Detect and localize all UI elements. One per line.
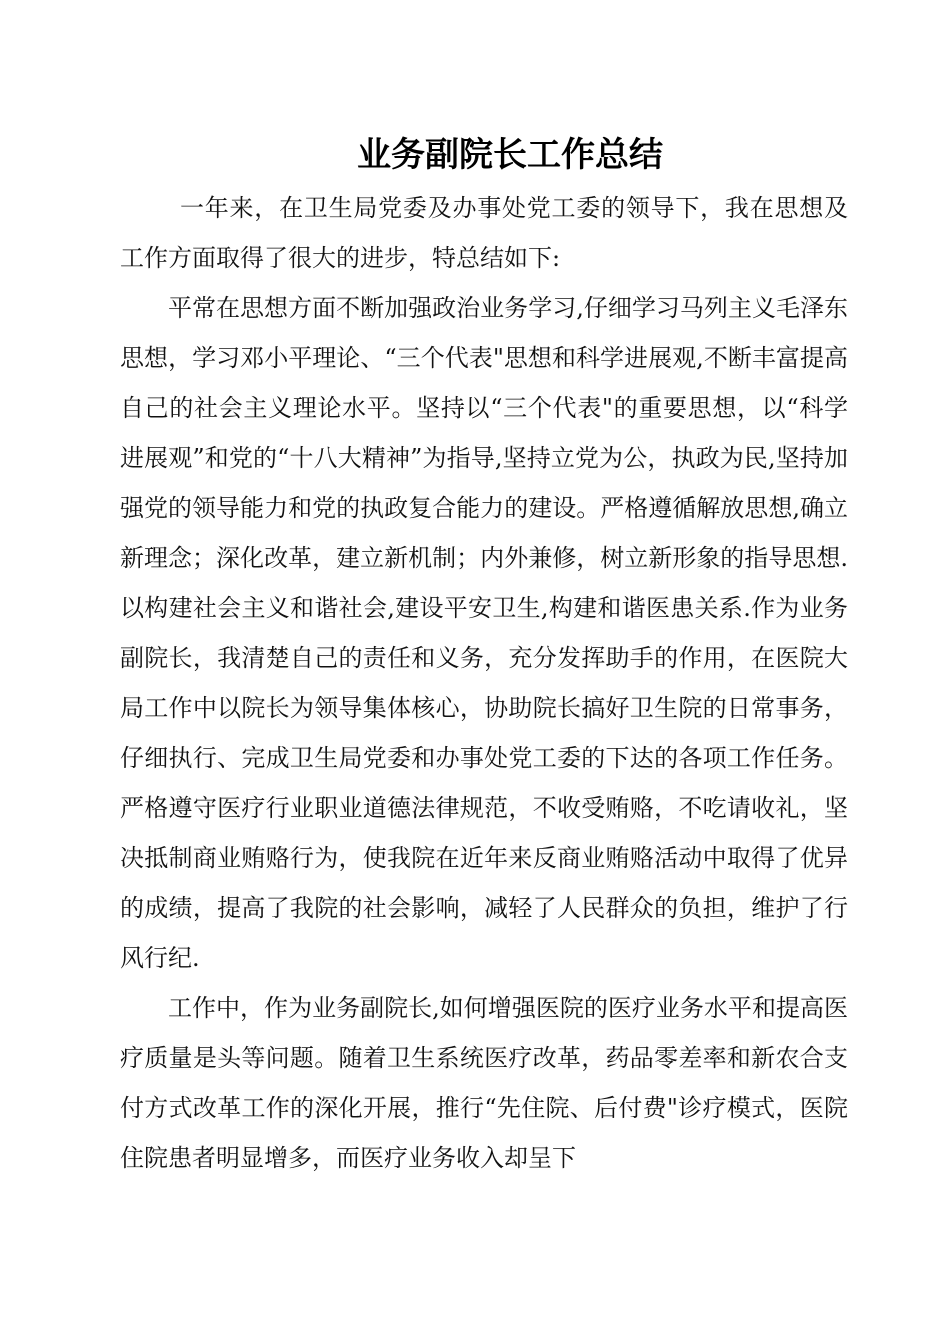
paragraph-work: 工作中，作为业务副院长,如何增强医院的医疗业务水平和提高医疗质量是头等问题。随着卫生系统医疗改革，药品零差率和新农合支付方式改革工作的深化开展，推行“先住院、后付费"诊疗模式，医院住院患者明显增多，而医疗业务收入却呈下 xyxy=(120,994,848,1172)
paragraph-ideology: 平常在思想方面不断加强政治业务学习,仔细学习马列主义毛泽东思想，学习邓小平理论、“三个代表"思想和科学进展观,不断丰富提高自己的社会主义理论水平。坚持以“三个代表"的重要思想，以“科学进展观”和党的“十八大精神”为指导,坚持立党为公，执政为民,坚持加强党的领导能力和党的执政复合能力的建设。严格遵循解放思想,确立新理念；深化改革，建立新机制；内外兼修，树立新形象的指导思想.以构建社会主义和谐社会,建设平安卫生,构建和谐医患关系.作为业务副院长，我清楚自己的责任和义务，充分发挥助手的作用，在医院大局工作中以院长为领导集体核心，协助院长搞好卫生院的日常事务，仔细执行、完成卫生局党委和办事处党工委的下达的各项工作任务。严格遵守医疗行业职业道德法律规范，不收受贿赂，不吃请收礼，坚决抵制商业贿赂行为，使我院在近年来反商业贿赂活动中取得了优异的成绩，提高了我院的社会影响，减轻了人民群众的负担，维护了行风行纪. xyxy=(120,294,848,972)
document-title: 业务副院长工作总结 xyxy=(357,135,663,175)
document-body xyxy=(120,183,848,1183)
paragraph-intro: 一年来，在卫生局党委及办事处党工委的领导下，我在思想及工作方面取得了很大的进步，特总结如下: xyxy=(120,194,848,272)
